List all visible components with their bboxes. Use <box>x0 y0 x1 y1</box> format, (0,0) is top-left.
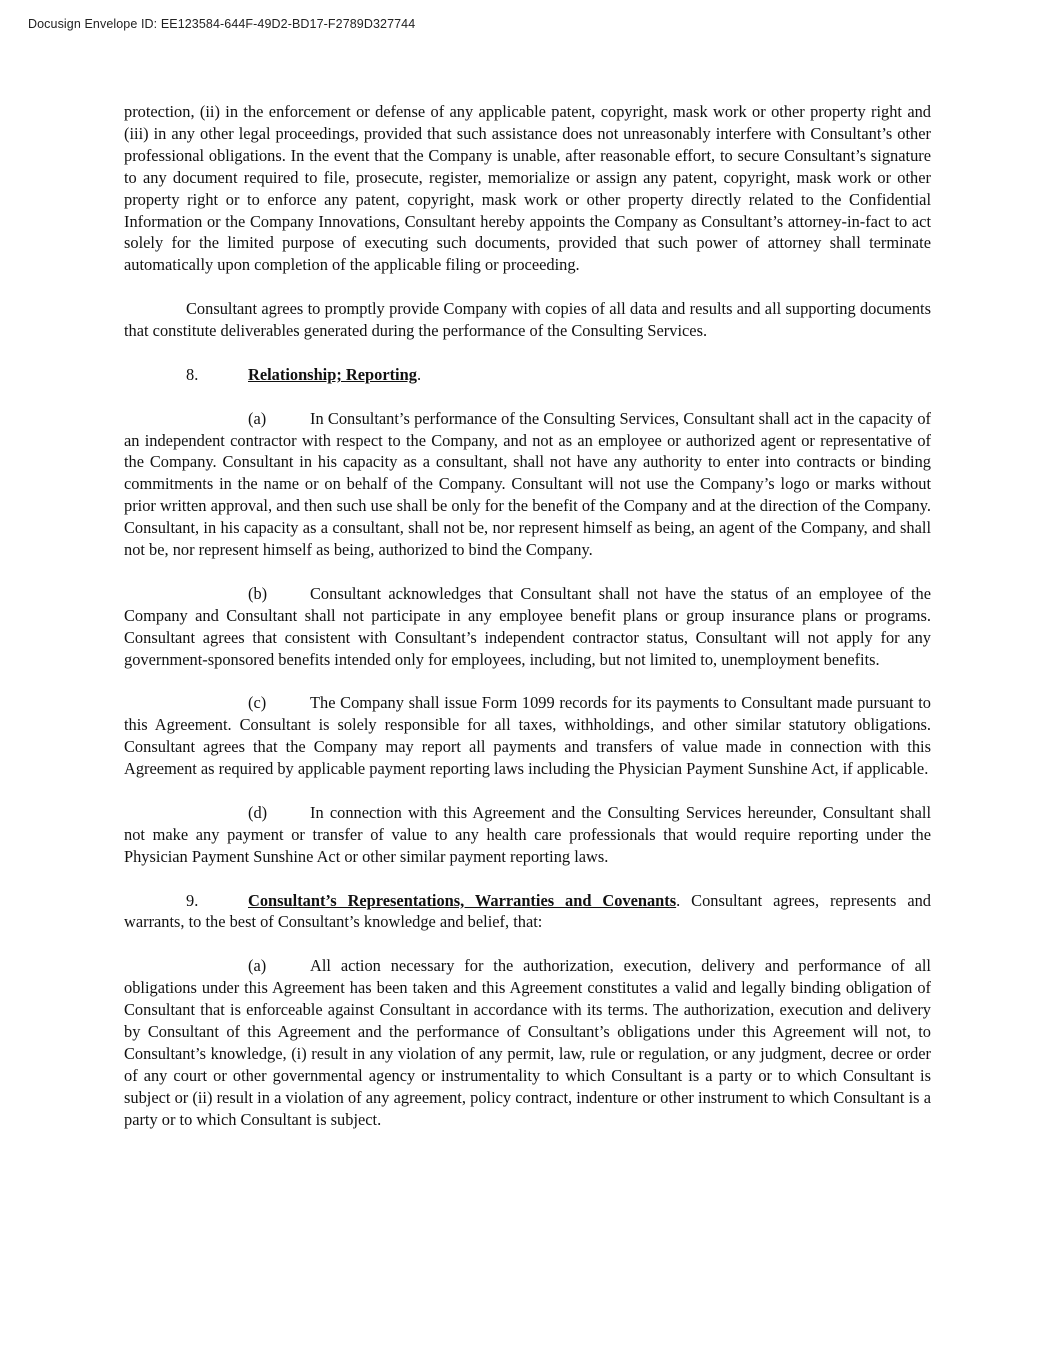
section-8c-marker: (c) <box>248 693 267 713</box>
section-9-number: 9. <box>186 890 199 910</box>
section-8a <box>124 408 931 561</box>
section-8-title-suffix: . <box>416 364 422 384</box>
section-9-heading <box>124 890 931 934</box>
section-8c-text: The Company shall issue Form 1099 records for its payments to Consultant made pursuant to this Agreement. Consultant is solely responsible for all taxes, withholdings, and other similar statutory obligations. Consultant agrees that the Company may report all payments and transfers of value made in connection with this Agreement as required by applicable payment reporting laws including the Physician Payment Sunshine Act, if applicable. <box>124 693 931 779</box>
section-8-title: Relationship; Reporting <box>248 364 417 384</box>
section-8b-text: Consultant acknowledges that Consultant shall not have the status of an employee of the Company and Consultant shall not participate in any employee benefit plans or group insurance plans or programs. Consultant agrees that consistent with Consultant’s independent contractor status, Consultant will not apply for any government-sponsored benefits intended only for employees, including, but not limited to, unemployment benefits. <box>124 583 931 669</box>
section-8b-marker: (b) <box>248 583 268 603</box>
section-8c <box>124 692 931 780</box>
section-8a-text: In Consultant’s performance of the Consulting Services, Consultant shall act in the capacity of an independent contractor with respect to the Company, and not as an employee or authorized agent or representative of the Company. Consultant in his capacity as a consultant, shall not have any authority to enter into contracts or binding commitments in the name or on behalf of the Company. Consultant will not use the Company’s logo or marks without prior written approval, and then such use shall be only for the benefit of the Company and at the direction of the Company. Consultant, in his capacity as a consultant, shall not be, nor represent himself as being, an agent of the Company, and shall not be, nor represent himself as being, authorized to bind the Company. <box>124 408 931 560</box>
paragraph-assistance-continuation: protection, (ii) in the enforcement or defense of any applicable patent, copyright, mask work or other property right and (iii) in any other legal proceedings, provided that such assistance does not unreasonably interfere with Consultant’s other professional obligations. In the event that the Company is unable, after reasonable effort, to secure Consultant’s signature to any document required to file, prosecute, register, memorialize or assign any patent, copyright, mask work or other property right or to enforce any patent, copyright, mask work or other property directly related to the Confidential Information or the Company Innovations, Consultant hereby appoints the Company as Consultant’s attorney-in-fact to act solely for the limited purpose of executing such documents, provided that such power of attorney shall terminate automatically upon completion of the applicable filing or proceeding. <box>124 102 931 275</box>
docusign-envelope-id: Docusign Envelope ID: EE123584-644F-49D2-BD17-F2789D327744 <box>28 17 416 31</box>
section-8d-text: In connection with this Agreement and the Consulting Services hereunder, Consultant shall not make any payment or transfer of value to any health care professionals that would require reporting under the Physician Payment Sunshine Act or other similar payment reporting laws. <box>124 802 931 866</box>
section-9a-marker: (a) <box>248 956 267 976</box>
section-9a <box>124 955 931 1130</box>
section-9a-text: All action necessary for the authorization, execution, delivery and performance of all obligations under this Agreement has been taken and this Agreement constitutes a valid and legally binding obligation of Consultant that is enforceable against Consultant in accordance with its terms. The authorization, execution and delivery by Consultant of this Agreement and the performance of Consultant’s obligations under this Agreement will not, to Consultant’s knowledge, (i) result in any violation of any permit, law, rule or regulation, or any judgment, decree or order of any court or other governmental agency or instrumentality to which Consultant is a party or to which Consultant is subject or (ii) result in a violation of any agreement, policy contract, indenture or other instrument to which Consultant is a party or to which Consultant is subject. <box>124 956 931 1129</box>
section-9-intro: . Consultant agrees, represents and warrants, to the best of Consultant’s knowledge and belief, that: <box>124 890 931 932</box>
section-8d <box>124 802 931 868</box>
document-page <box>124 101 931 1152</box>
section-8d-marker: (d) <box>248 802 268 822</box>
paragraph-deliverables: Consultant agrees to promptly provide Company with copies of all data and results and all supporting documents that constitute deliverables generated during the performance of the Consulting Services. <box>124 299 931 341</box>
section-8-heading <box>124 364 931 386</box>
section-8b <box>124 583 931 671</box>
section-8a-marker: (a) <box>248 408 267 428</box>
section-8-number: 8. <box>186 364 199 384</box>
section-9-title: Consultant’s Representations, Warranties and Covenants <box>248 890 677 910</box>
